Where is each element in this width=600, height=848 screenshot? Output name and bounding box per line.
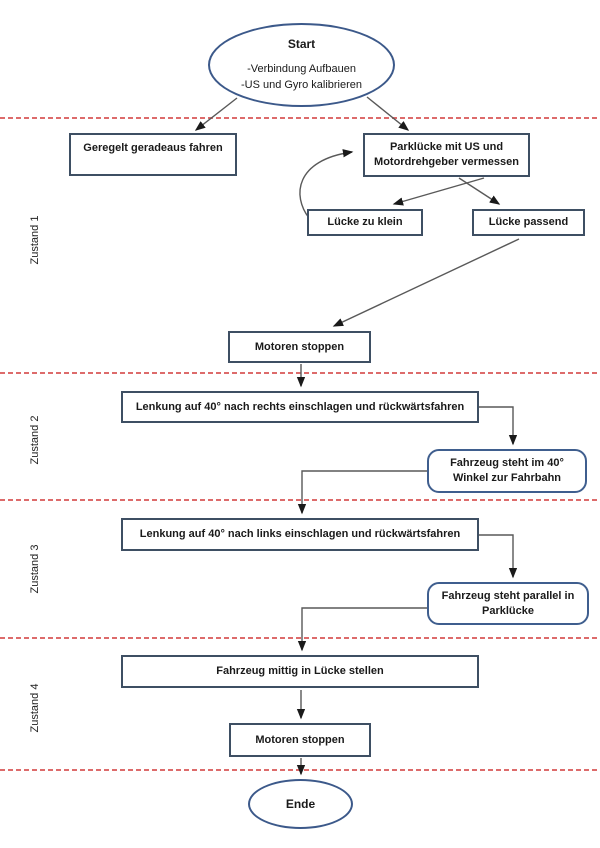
state-fahrzeug-parallel: Fahrzeug steht parallel in Parklücke bbox=[427, 582, 589, 625]
zone-label-zustand-1: Zustand 1 bbox=[29, 215, 41, 265]
arrow-lenkung-links-to-fahrzeug-parallel bbox=[479, 535, 513, 577]
process-fahrzeug-mittig: Fahrzeug mittig in Lücke stellen bbox=[121, 655, 479, 688]
start-line-2: -US und Gyro kalibrieren bbox=[240, 78, 363, 91]
arrow-luecke-passend-to-motoren1 bbox=[334, 239, 519, 326]
zone-label-zustand-3: Zustand 3 bbox=[29, 544, 41, 594]
end-terminal: Ende bbox=[248, 779, 353, 829]
arrow-fahrzeug-parallel-to-fahrzeug-mittig bbox=[302, 608, 427, 650]
state-fahrzeug-40-grad: Fahrzeug steht im 40° Winkel zur Fahrbahn bbox=[427, 449, 587, 493]
arrow-lenkung-rechts-to-fahrzeug-40 bbox=[479, 407, 513, 444]
process-motoren-stoppen-2: Motoren stoppen bbox=[229, 723, 371, 757]
arrow-start-to-geregelt bbox=[196, 98, 237, 130]
process-geregelt-geradeaus-fahren: Geregelt geradeaus fahren bbox=[69, 133, 237, 176]
zone-label-zustand-2: Zustand 2 bbox=[29, 415, 41, 465]
process-luecke-zu-klein: Lücke zu klein bbox=[307, 209, 423, 236]
process-lenkung-rechts: Lenkung auf 40° nach rechts einschlagen und rückwärtsfahren bbox=[121, 391, 479, 423]
arrow-start-to-parkluecke bbox=[367, 97, 408, 130]
start-line-1: -Verbindung Aufbauen bbox=[247, 62, 356, 75]
arrow-fahrzeug-40-to-lenkung-links bbox=[302, 471, 427, 513]
process-luecke-passend: Lücke passend bbox=[472, 209, 585, 236]
arrow-parkluecke-to-luecke-zu-klein bbox=[394, 178, 484, 204]
process-parkluecke-vermessen: Parklücke mit US und Motordrehgeber vermessen bbox=[363, 133, 530, 177]
process-lenkung-links: Lenkung auf 40° nach links einschlagen und rückwärtsfahren bbox=[121, 518, 479, 551]
zone-label-zustand-4: Zustand 4 bbox=[29, 683, 41, 733]
start-title: Start bbox=[287, 37, 316, 52]
arrow-parkluecke-to-luecke-passend bbox=[459, 178, 499, 204]
process-motoren-stoppen-1: Motoren stoppen bbox=[228, 331, 371, 363]
start-terminal bbox=[208, 23, 395, 107]
